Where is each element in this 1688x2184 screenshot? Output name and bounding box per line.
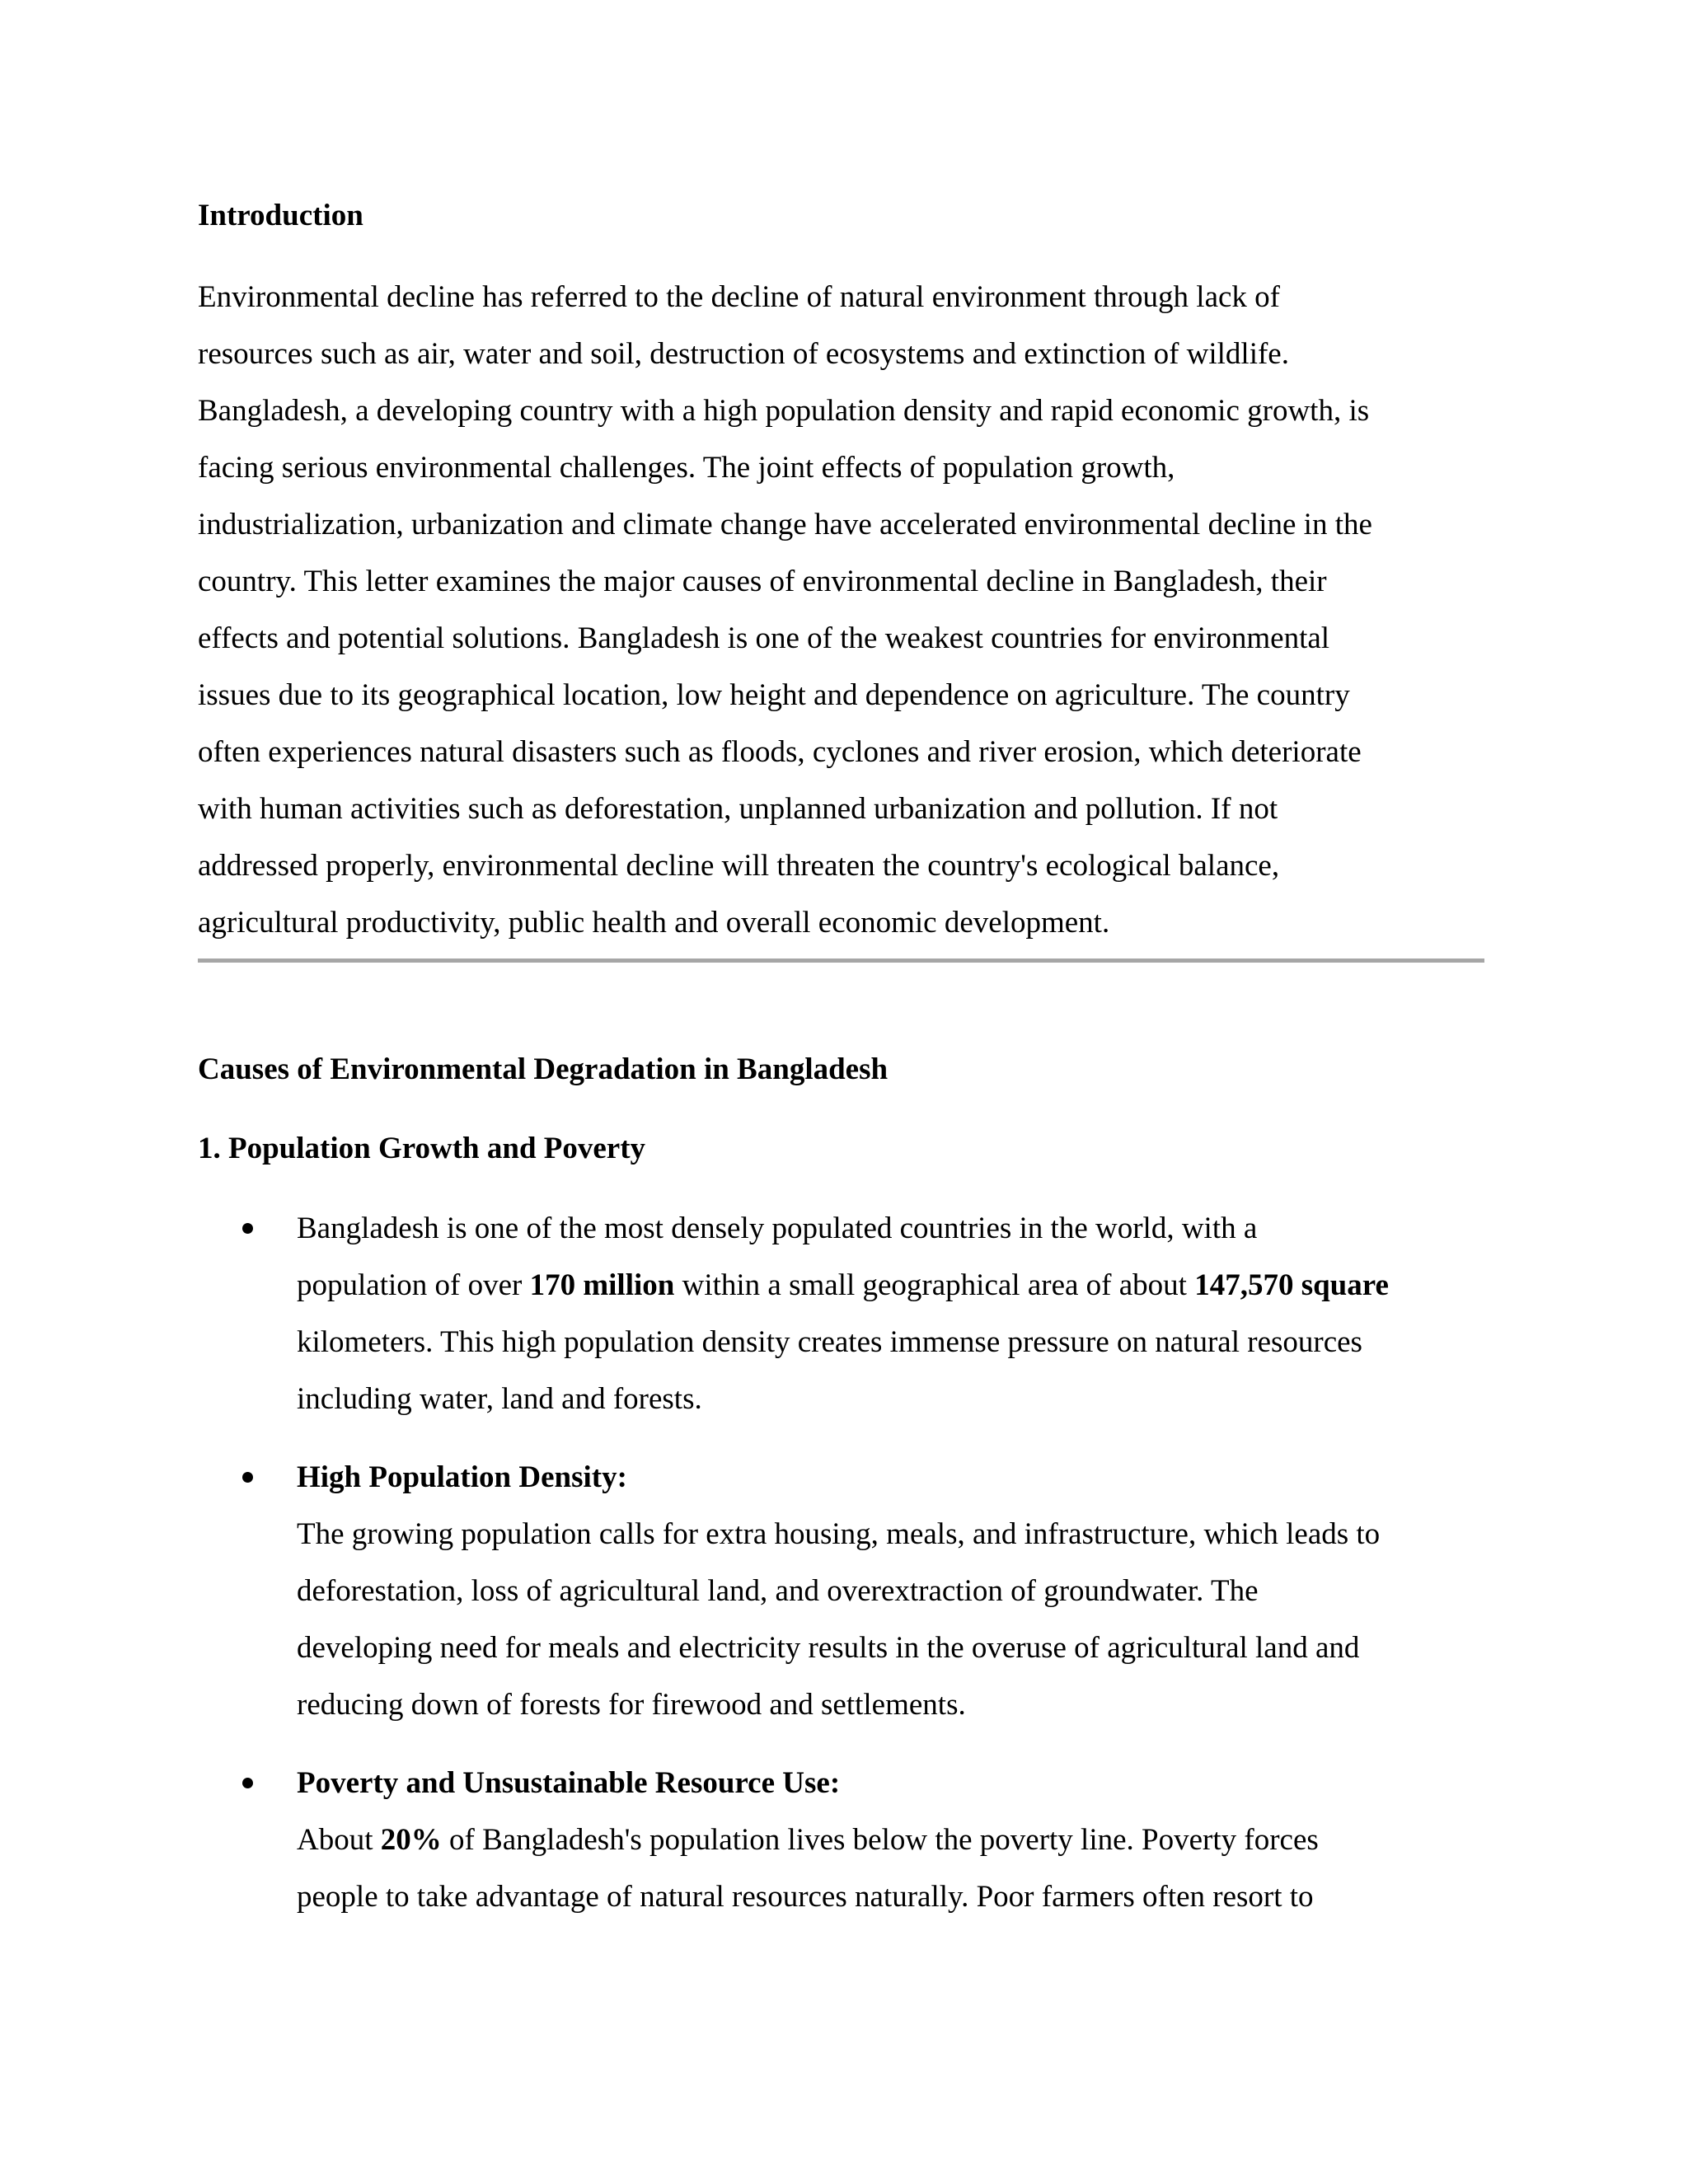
intro-heading: Introduction (198, 199, 363, 232)
list-item-line: developing need for meals and electricity results in the overuse of agricultural land and (297, 1631, 1360, 1665)
intro-line: Bangladesh, a developing country with a high population density and rapid economic growth, is (198, 394, 1370, 428)
list-item-line: About 20% of Bangladesh's population lives below the poverty line. Poverty forces (297, 1823, 1319, 1857)
intro-line: often experiences natural disasters such as floods, cyclones and river erosion, which deteriorate (198, 735, 1362, 769)
intro-line: country. This letter examines the major causes of environmental decline in Bangladesh, their (198, 565, 1327, 598)
list-item-text (297, 1200, 1500, 1427)
list-item-line: Bangladesh is one of the most densely populated countries in the world, with a (297, 1212, 1258, 1245)
list-item-line: deforestation, loss of agricultural land, and overextraction of groundwater. The (297, 1574, 1259, 1608)
population-subheading: 1. Population Growth and Poverty (198, 1132, 646, 1165)
list-item-title: Poverty and Unsustainable Resource Use: (297, 1766, 841, 1800)
intro-line: with human activities such as deforestation, unplanned urbanization and pollution. If not (198, 792, 1278, 826)
intro-line: issues due to its geographical location, low height and dependence on agriculture. The country (198, 678, 1350, 712)
list-item-line: people to take advantage of natural resources naturally. Poor farmers often resort to (297, 1880, 1314, 1914)
poverty-figure: 20% (380, 1823, 442, 1857)
intro-line: addressed properly, environmental decline will threaten the country's ecological balance, (198, 849, 1280, 883)
list-item-line: reducing down of forests for firewood and settlements. (297, 1688, 966, 1722)
bullet-icon (242, 1778, 253, 1788)
bullet-icon (242, 1472, 253, 1483)
intro-line: industrialization, urbanization and climate change have accelerated environmental decline in the (198, 508, 1372, 541)
area-figure: 147,570 square (1194, 1268, 1389, 1302)
population-figure: 170 million (529, 1268, 675, 1302)
intro-paragraph (198, 269, 1500, 951)
intro-line: agricultural productivity, public health and overall economic development. (198, 906, 1110, 940)
list-item-text (297, 1449, 1500, 1733)
list-item-text (297, 1755, 1500, 1925)
list-item-title: High Population Density: (297, 1460, 627, 1494)
list-item-line: kilometers. This high population density creates immense pressure on natural resources (297, 1325, 1362, 1359)
intro-line: resources such as air, water and soil, destruction of ecosystems and extinction of wildlife. (198, 337, 1289, 371)
causes-heading: Causes of Environmental Degradation in Bangladesh (198, 1052, 889, 1086)
horizontal-rule (198, 958, 1484, 963)
intro-line: effects and potential solutions. Bangladesh is one of the weakest countries for environmental (198, 621, 1330, 655)
intro-line: Environmental decline has referred to the decline of natural environment through lack of (198, 280, 1280, 314)
list-item-line: The growing population calls for extra housing, meals, and infrastructure, which leads to (297, 1517, 1381, 1551)
intro-line: facing serious environmental challenges. The joint effects of population growth, (198, 451, 1175, 485)
bullet-icon (242, 1223, 253, 1234)
list-item-line: including water, land and forests. (297, 1382, 702, 1416)
list-item-line: population of over 170 million within a small geographical area of about 147,570 square (297, 1268, 1389, 1302)
